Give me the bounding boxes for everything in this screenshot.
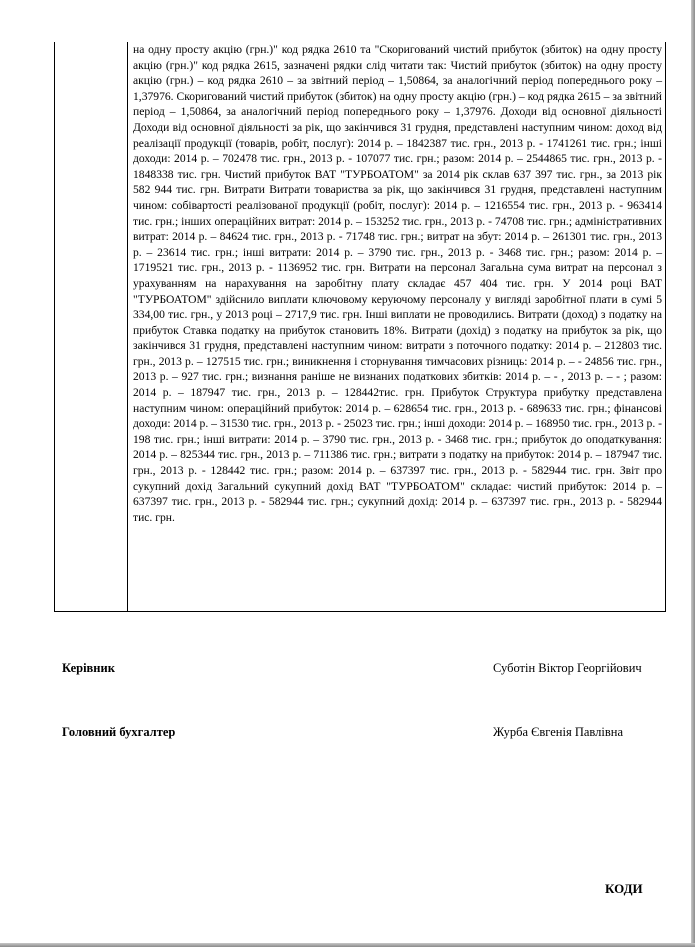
page-edge-shadow-bottom — [0, 943, 695, 947]
notes-table-text-cell — [128, 42, 665, 611]
notes-table — [54, 42, 666, 612]
codes-heading: КОДИ — [605, 881, 643, 896]
director-name: Суботін Віктор Георгійович — [493, 661, 642, 675]
page-edge-shadow-right — [691, 0, 695, 947]
director-label: Керівник — [62, 661, 115, 675]
notes-body-text: на одну просту акцію (грн.)" код рядка 2610 та "Скоригований чистий прибуток (збиток) на одну просту акцію (грн.)" код рядка 2615, зазначені рядки слід читати так: Чистий прибуток (збиток) на одну просту акцію (грн.) – код рядка 2610 – за звітний період – 1,50864, за аналогічний період попереднього року – 1,37976. Скоригований чистий прибуток (збиток) на одну просту акцію (грн.) – код рядка 2615 – за звітний період – 1,50864, за аналогічний період попереднього року – 1,37976. Доходи від основної діяльності Доходи від основної діяльності за рік, що закінчився 31 грудня, представлені наступним чином: доход від реалізації продукції (товарів, робіт, послуг): 2014 р. – 1842387 тис. грн., 2013 р. - 1741261 тис. грн.; інші доходи: 2014 р. – 702478 тис. грн., 2013 р. - 107077 тис. грн.; разом: 2014 р. – 2544865 тис. грн., 2013 р. - 1848338 тис. грн. Чистий прибуток ВАТ "ТУРБОАТОМ" за 2014 рік склав 637 397 тис. грн., за 2013 рік 582 944 тис. грн. Витрати Витрати товариства за рік, що закінчився 31 грудня, представлені наступним чином: собівартості реалізованої продукції (робіт, послуг): 2014 р. – 1216554 тис. грн., 2013 р. - 963414 тис. грн.; інших операційних витрат: 2014 р. – 153252 тис. грн., 2013 р. - 74708 тис. грн.; адміністративних витрат: 2014 р. – 84624 тис. грн., 2013 р. - 71748 тис. грн.; витрат на збут: 2014 р. – 261301 тис. грн., 2013 р. – 23614 тис. грн.; інші витрати: 2014 р. – 3790 тис. грн., 2013 р. - 3468 тис. грн.; разом: 2014 р. – 1719521 тис. грн., 2013 р. - 1136952 тис. грн. Витрати на персонал Загальна сума витрат на персонал з урахуванням на нарахування на заробітну плату складає 457 404 тис. грн. У 2014 році ВАТ "ТУРБОАТОМ" здійснило виплати ключовому керуючому персоналу у вигляді заробітної плати в сумі 5 334,00 тис. грн., у 2013 році – 2717,9 тис. грн. Інші виплати не проводились. Витрати (доход) з податку на прибуток Ставка податку на прибуток становить 18%. Витрати (дохід) з податку на прибуток за рік, що закінчився 31 грудня, представлені наступним чином: витрати з поточного податку: 2014 р. – 212803 тис. грн., 2013 р. – 127515 тис. грн.; виникнення і сторнування тимчасових різниць: 2014 р. – - 24856 тис. грн., 2013 р. – 927 тис. грн.; визнання раніше не визнаних податкових збитків: 2014 р. – - , 2013 р. – - ; разом: 2014 р. – 187947 тис. грн., 2013 р. – 128442тис. грн. Прибуток Структура прибутку представлена наступним чином: операційний прибуток: 2014 р. – 628654 тис. грн., 2013 р. - 689633 тис. грн.; фінансові доходи: 2014 р. – 31530 тис. грн., 2013 р. - 25023 тис. грн.; інші доходи: 2014 р. – 168950 тис. грн., 2013 р. - 198 тис. грн.; інші витрати: 2014 р. – 3790 тис. грн., 2013 р. - 3468 тис. грн.; прибуток до оподаткування: 2014 р. – 825344 тис. грн., 2013 р. – 711386 тис. грн.; витрати з податку на прибуток: 2014 р. – 187947 тис. грн., 2013 р. - 128442 тис. грн.; разом: 2014 р. – 637397 тис. грн., 2013 р. - 582944 тис. грн. Звіт про сукупний дохід Загальний сукупний дохід ВАТ "ТУРБОАТОМ" складає: чистий прибуток: 2014 р. – 637397 тис. грн., 2013 р. - 582944 тис. грн.; сукупний дохід: 2014 р. – 637397 тис. грн., 2013 р. - 582944 тис. грн. — [133, 43, 662, 524]
chief-accountant-name: Журба Євгенія Павлівна — [493, 725, 623, 739]
notes-table-label-cell — [55, 42, 128, 611]
chief-accountant-label: Головний бухгалтер — [62, 725, 176, 739]
